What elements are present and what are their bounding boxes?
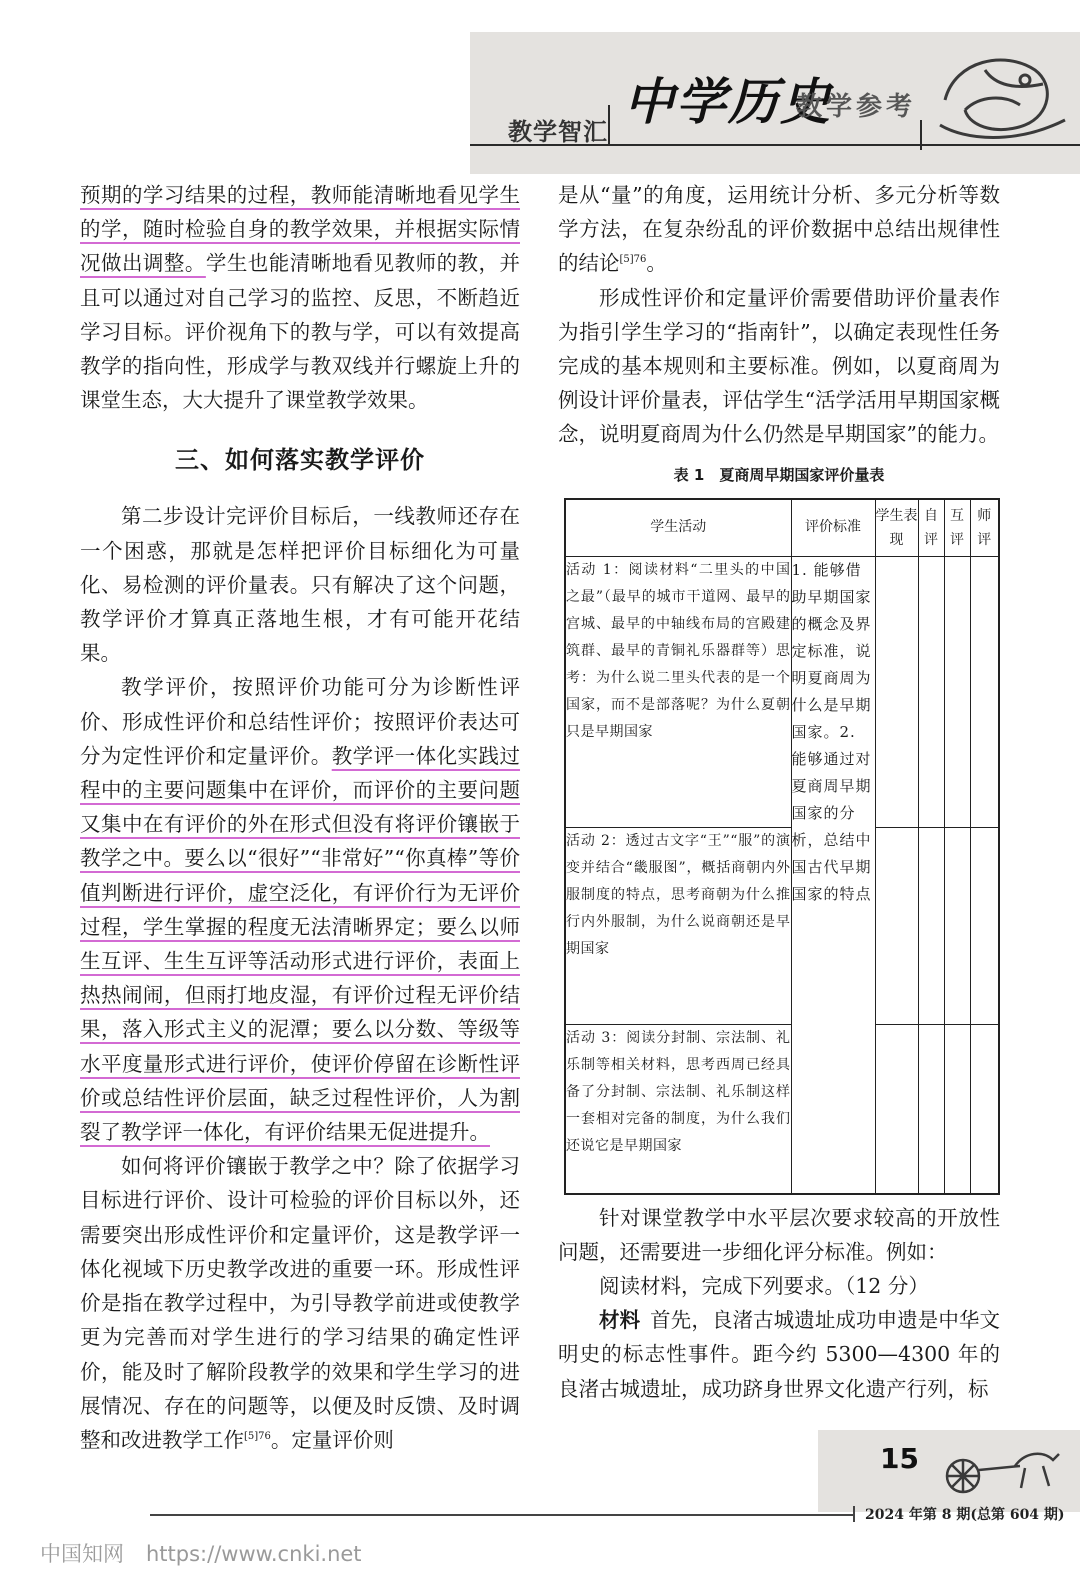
self-eval-cell [918, 1024, 944, 1194]
table-row [565, 827, 999, 1024]
performance-cell [875, 827, 918, 1024]
chariot-emblem-icon [925, 1436, 1065, 1500]
journal-subtitle: 教学参考 [796, 92, 917, 122]
highlighted-text: 预期的学习结果的过程，教师能清晰地看见学生的学，随时检验自身的教学效果，并根据实际情况做出调整。 [80, 183, 520, 276]
self-eval-cell [918, 556, 944, 827]
teacher-eval-cell [970, 556, 999, 827]
table-header-row [565, 499, 999, 557]
watermark-brand: 中国知网 [40, 1542, 124, 1566]
watermark-url[interactable]: https://www.cnki.net [146, 1542, 362, 1566]
header-criteria: 评价标准 [791, 499, 875, 557]
section-heading: 三、如何落实教学评价 [175, 446, 425, 475]
right-column [558, 178, 1000, 1406]
table-row [565, 1024, 999, 1194]
right-paragraph-2: 形成性评价和定量评价需要借助评价量表作为指引学生学习的“指南针”，以确定表现性任务完成的基本规则和主要标准。例如，以夏商周为例设计评价量表，评估学生“活学活用早期国家概念，说明夏商周为什么仍然是早期国家”的能力。 [558, 285, 1000, 447]
citation: [5]76 [244, 1431, 271, 1443]
peer-eval-cell [944, 1024, 970, 1194]
material-label: 材料 [599, 1308, 641, 1333]
highlighted-text: 教学评一体化实践过程中的主要问题集中在评价，而评价的主要问题又集中在有评价的外在形式但没有将评价镶嵌于教学之中。要么以“很好”“非常好”“你真棒”等价值判断进行评价，虚空泛化，有评价行为无评价过程，学生掌握的程度无法清晰界定；要么以师生互评、生生互评等活动形式进行评价，表面上热热闹闹，但雨打地皮湿，有评价过程无评价结果，落入形式主义的泥潭；要么以分数、等级等水平度量形式进行评价，使评价停留在诊断性评价或总结性评价层面，缺乏过程性评价，人为割裂了教学评一体化，有评价结果无促进提升。 [80, 743, 521, 1145]
left-column [80, 178, 520, 1457]
left-paragraph-3 [80, 670, 520, 1149]
evaluation-table-wrapper [564, 498, 998, 1195]
header-performance: 学生表现 [875, 499, 918, 557]
activity-cell: 活动 3：阅读分封制、宗法制、礼乐制等相关材料，思考西周已经具备了分封制、宗法制、礼乐制这样一套相对完备的制度，为什么我们还说它是早期国家 [565, 1024, 791, 1194]
right-paragraph-3: 针对课堂教学中水平层次要求较高的开放性问题，还需要进一步细化评分标准。例如： [558, 1205, 1000, 1264]
header-activity: 学生活动 [565, 499, 791, 557]
journal-name: 中学历史 [624, 72, 832, 131]
right-paragraph-1 [558, 178, 1000, 281]
peer-eval-cell [944, 827, 970, 1024]
bird-emblem-icon [925, 40, 1075, 150]
peer-eval-cell [944, 556, 970, 827]
header-teacher-evaluation: 师评 [970, 499, 999, 557]
activity-cell: 活动 1：阅读材料“二里头的中国之最”（最早的城市干道网、最早的宫城、最早的中轴线布局的宫殿建筑群、最早的青铜礼乐器群等）思考：为什么说二里头代表的是一个国家，而不是部落呢？为什么夏朝只是早期国家 [565, 556, 791, 827]
teacher-eval-cell [970, 1024, 999, 1194]
self-eval-cell [918, 827, 944, 1024]
teacher-eval-cell [970, 827, 999, 1024]
right-paragraph-4: 阅读材料，完成下列要求。（12 分） [599, 1274, 929, 1299]
citation: [5]76 [619, 254, 647, 266]
footer-divider [853, 1506, 855, 1522]
table-row [565, 556, 999, 827]
section-tag: 教学智汇 [508, 118, 608, 146]
left-paragraph-4 [80, 1149, 520, 1457]
performance-cell [875, 556, 918, 827]
body-text: 。定量评价则 [270, 1427, 394, 1452]
material-text: 首先，良渚古城遗址成功申遗是中华文明史的标志性事件。距今约 5300—4300 年的良渚古城遗址，成功跻身世界文化遗产行列，标 [558, 1308, 1001, 1401]
body-text: 教学评价，按照评价功能可分为诊断性评价、形成性评价和总结性评价；按照评价表达可分为定性评价和定量评价。 [80, 675, 520, 768]
header-self-evaluation: 自评 [918, 499, 944, 557]
body-text: 是从“量”的角度，运用统计分析、多元分析等数学方法，在复杂纷乱的评价数据中总结出规律性的结论 [558, 183, 1000, 276]
table-caption: 表 1 夏商周早期国家评价量表 [673, 465, 885, 484]
body-text: 。 [646, 251, 667, 276]
evaluation-table [564, 498, 1000, 1195]
left-paragraph-1 [80, 178, 520, 417]
page-number: 15 [880, 1442, 919, 1475]
body-text: 如何将评价镶嵌于教学之中？除了依据学习目标进行评价、设计可检验的评价目标以外，还需要突出形成性评价和定量评价，这是教学评一体化视域下历史教学改进的重要一环。形成性评价是指在教学过程中，为引导教学前进或使教学更为完善而对学生进行的学习结果的确定性评价，能及时了解阶段教学的效果和学生学习的进展情况、存在的问题等，以便及时反馈、及时调整和改进教学工作 [80, 1154, 520, 1452]
criteria-cell: 1. 能够借助早期国家的概念及界定标准，说明夏商周为什么是早期国家。2. 能够通过对夏商周早期国家的分析，总结中国古代早期国家的特点 [791, 556, 875, 1194]
activity-cell: 活动 2：透过古文字“王”“服”的演变并结合“畿服图”，概括商朝内外服制度的特点，思考商朝为什么推行内外服制，为什么说商朝还是早期国家 [565, 827, 791, 1024]
left-paragraph-2: 第二步设计完评价目标后，一线教师还存在一个困惑，那就是怎样把评价目标细化为可量化、易检测的评价量表。只有解决了这个问题，教学评价才算真正落地生根，才有可能开花结果。 [80, 504, 520, 666]
header-divider [920, 120, 922, 150]
body-text: 学生也能清晰地看见教师的教，并且可以通过对自己学习的监控、反思，不断趋近学习目标。评价视角下的教与学，可以有效提高教学的指向性，形成学与教双线并行螺旋上升的课堂生态，大大提升了课堂教学效果。 [80, 251, 521, 413]
header-divider [608, 105, 610, 145]
performance-cell [875, 1024, 918, 1194]
issue-info: 2024 年第 8 期(总第 604 期) [865, 1507, 1065, 1523]
header-peer-evaluation: 互评 [944, 499, 970, 557]
material-paragraph [558, 1303, 1000, 1406]
footer-rule [150, 1514, 853, 1516]
watermark [40, 1538, 362, 1568]
